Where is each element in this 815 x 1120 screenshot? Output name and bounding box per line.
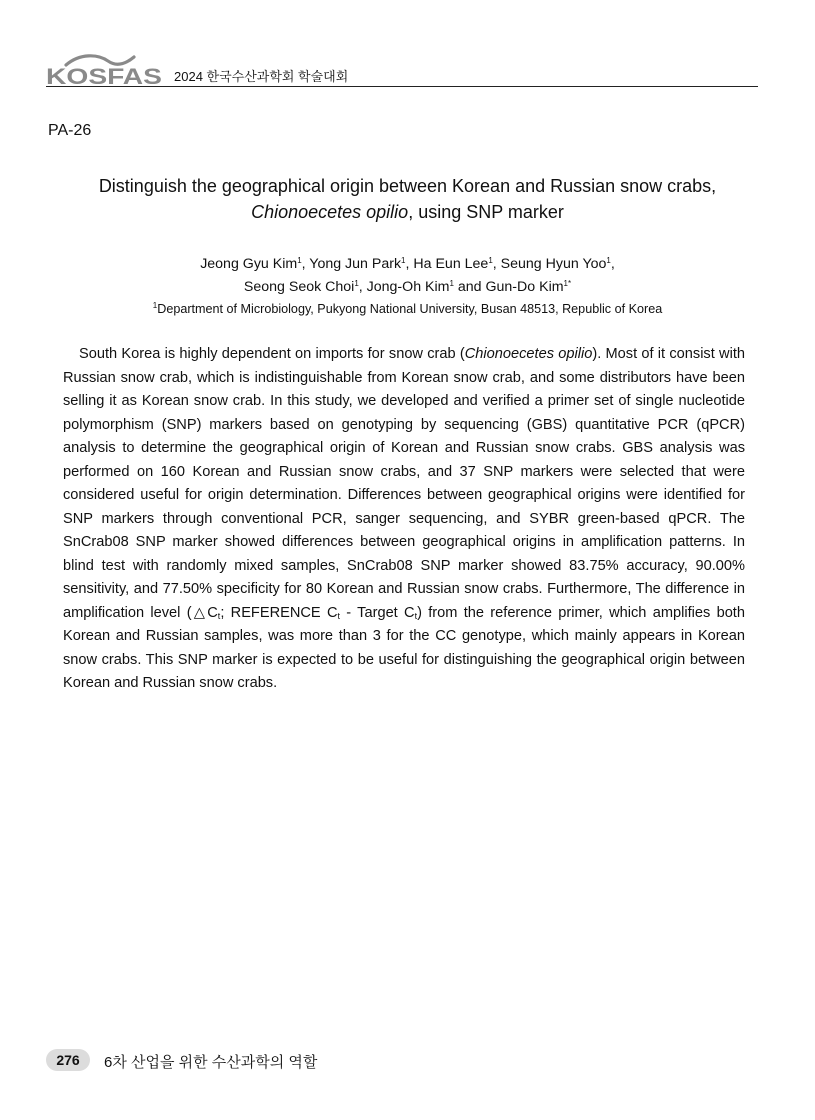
page-footer (46, 1046, 446, 1072)
author: Jong-Oh Kim (366, 279, 450, 295)
logo-text: KOSFAS (46, 64, 162, 88)
page-number: 276 (46, 1049, 90, 1071)
author: Ha Eun Lee (413, 256, 489, 272)
abstract-paragraph: South Korea is highly dependent on imports for snow crab (Chionoecetes opilio). Most of it consist with Russian snow crab, which is indistinguishable from Korean snow crab, and some distributors have been selling it as Korean snow crab. In this study, we developed and verified a primer set of single nucleotide polymorphism (SNP) markers based on genotyping by sequencing (GBS) quantitative PCR (qPCR) analysis to determine the geographical origin of Korean and Russian snow crabs. GBS analysis was performed on 160 Korean and Russian snow crabs, and 37 SNP markers were selected that were considered useful for origin determination. Differences between geographical origins were identified for SNP markers through conventional PCR, sanger sequencing, and SYBR green-based qPCR. The SnCrab08 SNP marker showed differences between geographical origins in amplification patterns. In blind test with randomly mixed samples, SnCrab08 SNP marker showed 83.75% accuracy, 90.00% sensitivity, and 77.50% specificity for 80 Korean and Russian snow crabs. Furthermore, The difference in amplification level ($\triangle C_t$; REFERENCE $C_t$ - Target $C_t$) from the reference primer, which amplifies both Korean and Russian samples, was more than 3 for the CC genotype, which mainly appears in Korean snow crabs. This SNP marker is expected to be useful for distinguishing the geographical origin between Korean and Russian snow crabs. (63, 346, 745, 691)
delta-symbol: △ (191, 604, 208, 621)
author-affiliation-mark: 1 (401, 256, 406, 265)
title-species: Chionoecetes opilio (251, 202, 409, 222)
author: Yong Jun Park (309, 256, 402, 272)
affiliation: $^1$Department of Microbiology, Pukyong National University, Busan 48513, Republic of Korea (152, 301, 663, 316)
title-line-1: Distinguish the geographical origin between Korean and Russian snow crabs, (98, 176, 717, 196)
author-affiliation-mark: 1 (297, 256, 302, 265)
header-divider (46, 86, 758, 87)
author-affiliation-mark: 1* (563, 279, 572, 288)
page-header (46, 52, 758, 88)
species-name: Chionoecetes opilio (464, 346, 593, 362)
author: Seong Seok Choi (243, 279, 355, 295)
title-line-2: , using SNP marker (408, 202, 564, 222)
author-affiliation-mark: 1 (354, 279, 359, 288)
author-list: Jeong Gyu Kim$^1$, Yong Jun Park$^1$, Ha Eun Lee$^1$, Seung Hyun Yoo$^1$, Seong Seok Choi$^1$, Jong-Oh Kim$^1$ and Gun-Do Kim$^{1*}$ (200, 256, 615, 295)
book-title: 6차 산업을 위한 수산과학의 역할 (104, 1054, 318, 1071)
author: Gun-Do Kim (485, 279, 564, 295)
abstract-body (63, 343, 745, 696)
author: Jeong Gyu Kim (200, 256, 298, 272)
author: Seung Hyun Yoo (500, 256, 607, 272)
abstract-code: PA-26 (48, 122, 92, 139)
author-affiliation-mark: 1 (488, 256, 493, 265)
kosfas-logo (46, 52, 164, 88)
paper-title (40, 173, 775, 225)
author-affiliation-mark: 1 (449, 279, 454, 288)
conference-title: 2024 한국수산과학회 학술대회 (174, 69, 349, 84)
author-affiliation-mark: 1 (606, 256, 611, 265)
